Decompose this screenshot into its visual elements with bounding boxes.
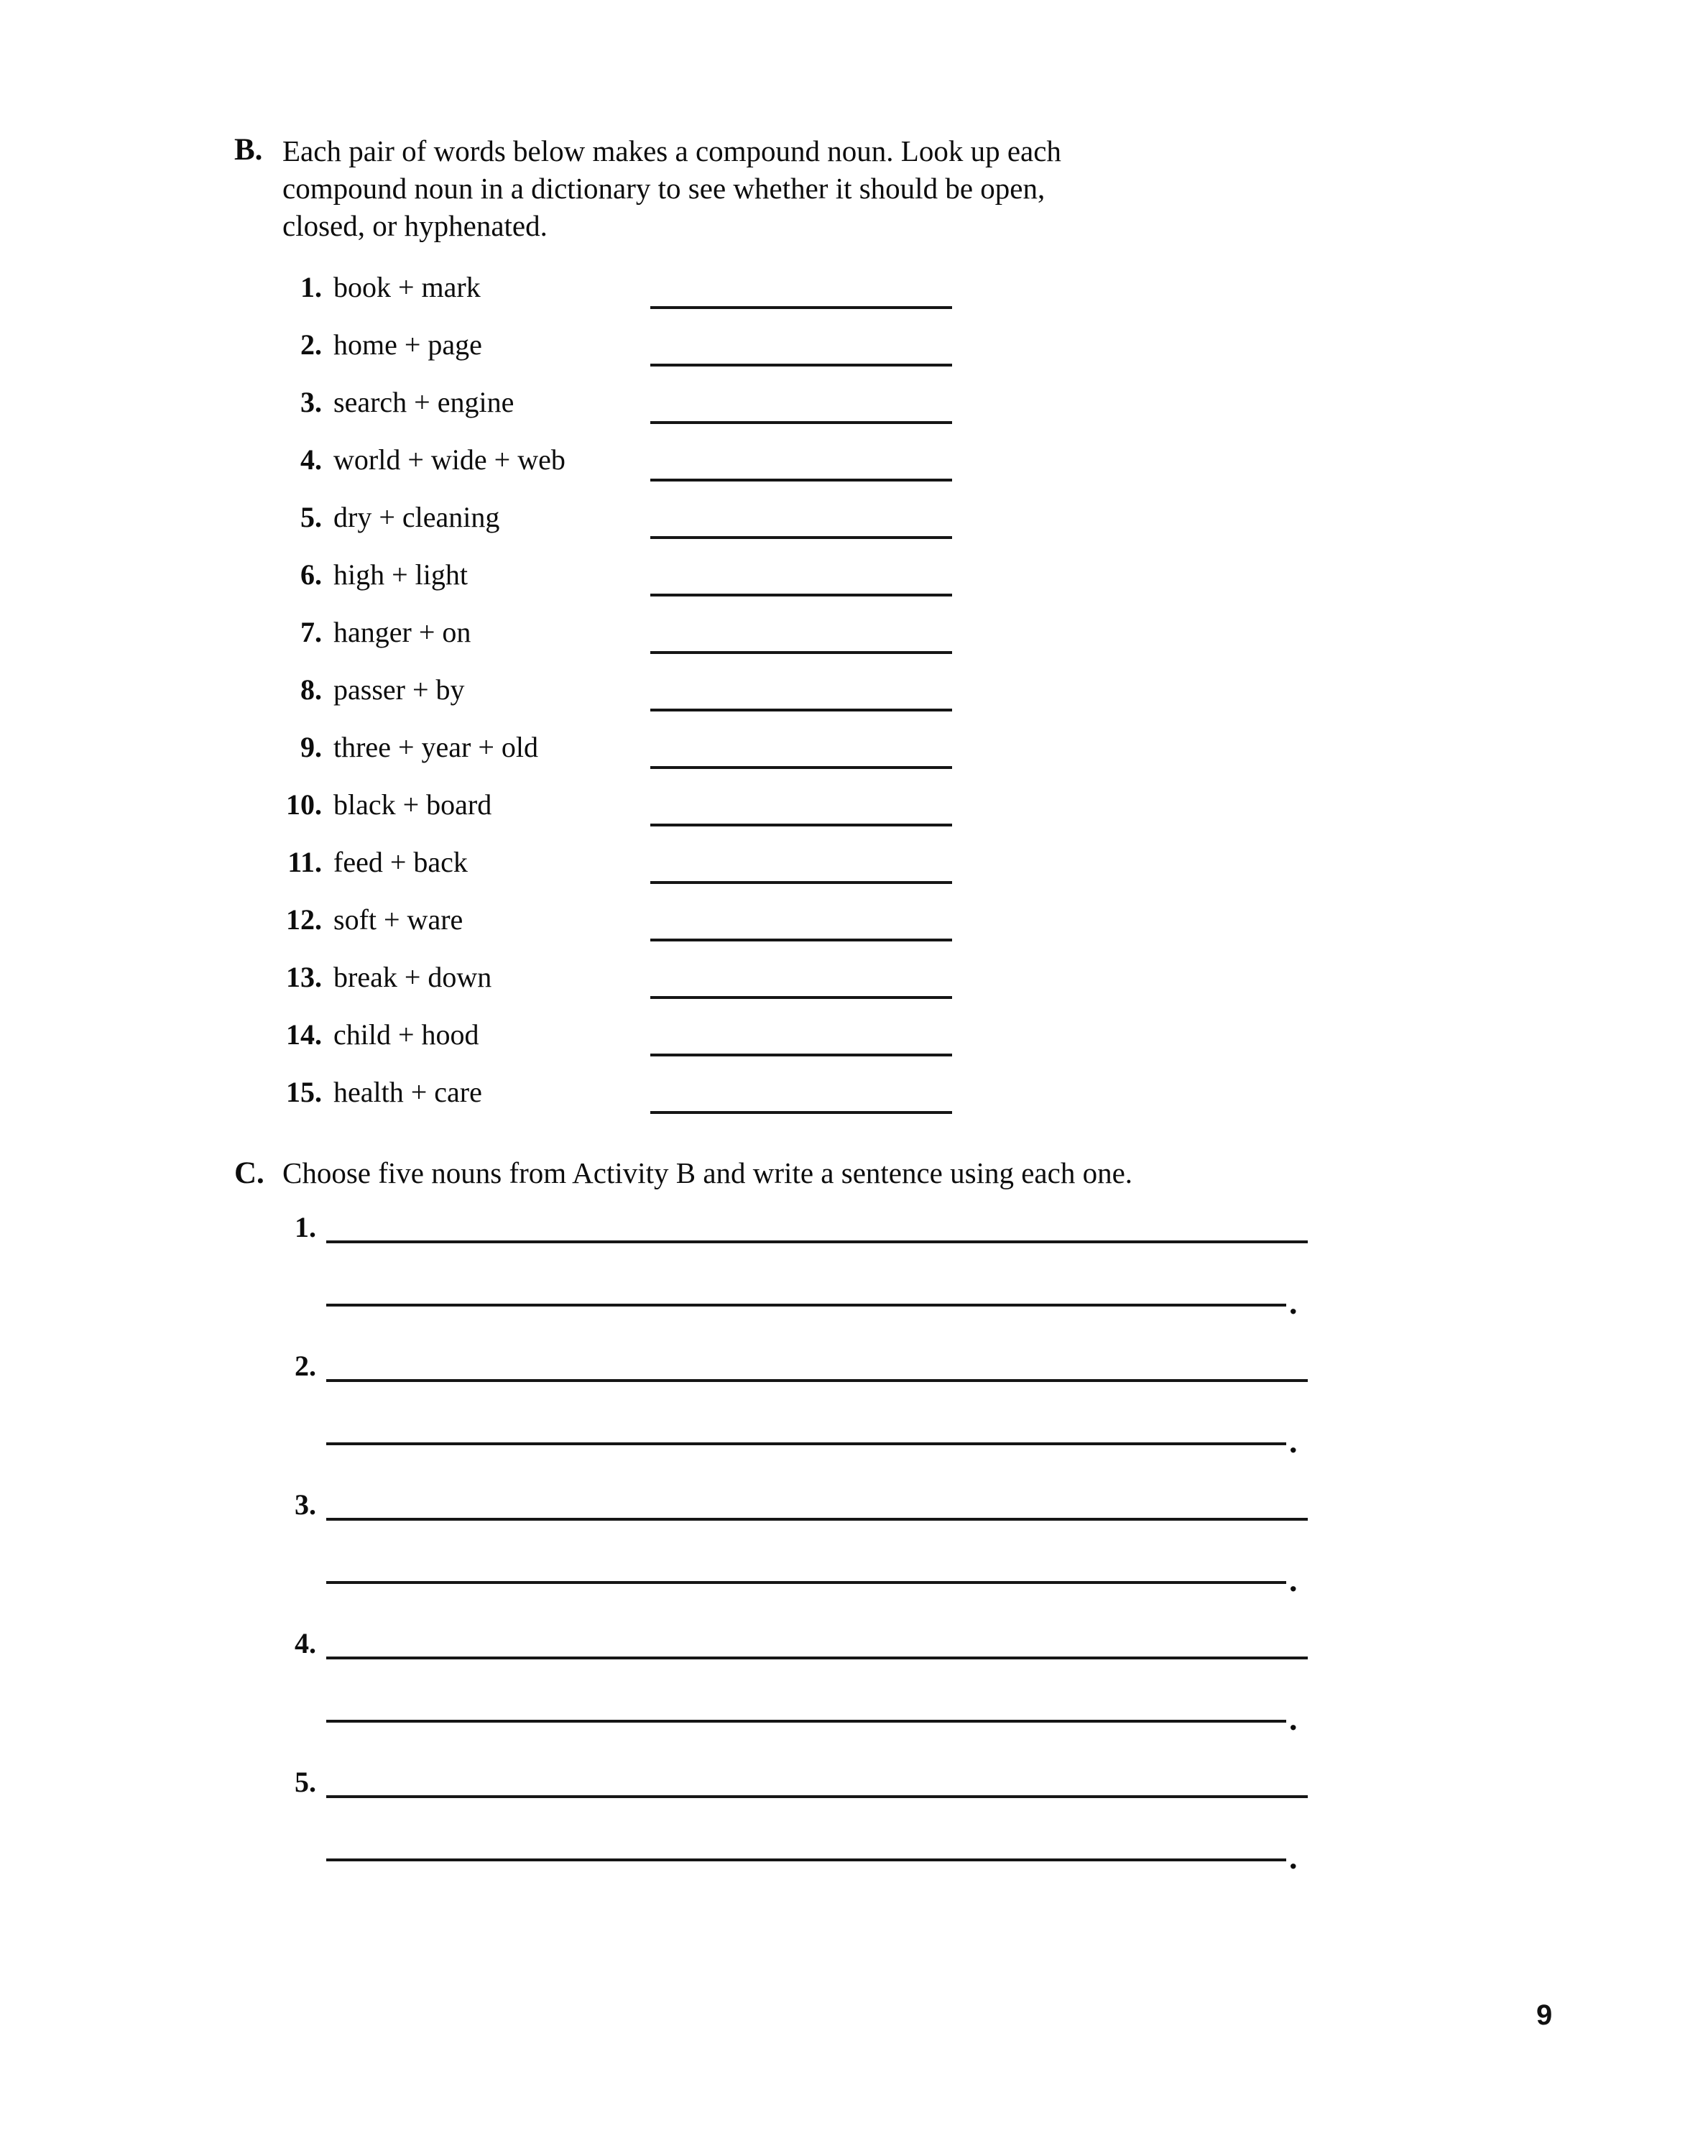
compound-noun-row — [237, 555, 1243, 612]
item-number: 2. — [300, 328, 322, 361]
compound-noun-row — [237, 440, 1243, 497]
answer-blank[interactable] — [650, 1025, 952, 1056]
answer-blank[interactable] — [650, 392, 952, 424]
answer-blank[interactable] — [650, 910, 952, 941]
instruction-line: Each pair of words below makes a compound noun. Look up each — [282, 134, 1061, 167]
item-number: 3. — [295, 1488, 316, 1521]
item-number: 13. — [286, 961, 322, 993]
word-pair: world + wide + web — [333, 443, 566, 476]
end-period: . — [1289, 1562, 1298, 1598]
sentence-line-first[interactable] — [326, 1621, 1308, 1659]
item-number: 3. — [300, 386, 322, 418]
item-number: 2. — [295, 1350, 316, 1382]
item-number: 5. — [295, 1766, 316, 1798]
item-number: 5. — [300, 501, 322, 533]
compound-noun-row — [237, 785, 1243, 842]
word-pair: soft + ware — [333, 903, 463, 936]
compound-noun-row — [237, 1072, 1243, 1130]
word-pair: hanger + on — [333, 616, 471, 648]
word-pair: health + care — [333, 1076, 482, 1108]
sentence-item — [237, 1340, 1459, 1479]
word-pair: child + hood — [333, 1018, 479, 1051]
page-number: 9 — [1536, 1999, 1553, 2031]
item-number: 10. — [286, 788, 322, 821]
word-pair: passer + by — [333, 673, 465, 706]
item-number: 4. — [295, 1627, 316, 1659]
word-pair: book + mark — [333, 271, 481, 303]
word-pair: high + light — [333, 558, 468, 591]
word-pair: feed + back — [333, 846, 468, 878]
item-number: 6. — [300, 558, 322, 591]
compound-noun-row — [237, 1015, 1243, 1072]
item-number: 8. — [300, 673, 322, 706]
activity-c-label: C. — [234, 1156, 264, 1190]
compound-noun-row — [237, 612, 1243, 670]
activity-b-label: B. — [234, 133, 263, 167]
sentence-line-second[interactable] — [326, 1545, 1286, 1584]
answer-blank[interactable] — [650, 967, 952, 999]
item-number: 11. — [287, 846, 322, 878]
item-number: 15. — [286, 1076, 322, 1108]
item-number: 12. — [286, 903, 322, 936]
activity-c-item-list — [237, 1202, 1459, 1895]
sentence-line-first[interactable] — [326, 1759, 1308, 1798]
sentence-line-first[interactable] — [326, 1343, 1308, 1382]
sentence-line-second[interactable] — [326, 1684, 1286, 1723]
compound-noun-row — [237, 727, 1243, 785]
sentence-item — [237, 1202, 1459, 1340]
end-period: . — [1289, 1423, 1298, 1460]
item-number: 1. — [300, 271, 322, 303]
answer-blank[interactable] — [650, 450, 952, 482]
answer-blank[interactable] — [650, 1082, 952, 1114]
answer-blank[interactable] — [650, 565, 952, 596]
item-number: 4. — [300, 443, 322, 476]
end-period: . — [1289, 1284, 1298, 1321]
compound-noun-row — [237, 900, 1243, 957]
answer-blank[interactable] — [650, 737, 952, 769]
word-pair: black + board — [333, 788, 492, 821]
answer-blank[interactable] — [650, 852, 952, 884]
sentence-line-second[interactable] — [326, 1268, 1286, 1307]
compound-noun-row — [237, 957, 1243, 1015]
word-pair: search + engine — [333, 386, 514, 418]
word-pair: break + down — [333, 961, 492, 993]
item-number: 7. — [300, 616, 322, 648]
end-period: . — [1289, 1839, 1298, 1876]
sentence-item — [237, 1618, 1459, 1756]
word-pair: three + year + old — [333, 731, 538, 763]
answer-blank[interactable] — [650, 622, 952, 654]
item-number: 9. — [300, 731, 322, 763]
word-pair: home + page — [333, 328, 482, 361]
answer-blank[interactable] — [650, 335, 952, 367]
compound-noun-row — [237, 497, 1243, 555]
compound-noun-row — [237, 670, 1243, 727]
compound-noun-row — [237, 842, 1243, 900]
item-number: 1. — [295, 1211, 316, 1243]
compound-noun-row — [237, 267, 1243, 325]
end-period: . — [1289, 1700, 1298, 1737]
word-pair: dry + cleaning — [333, 501, 500, 533]
answer-blank[interactable] — [650, 277, 952, 309]
sentence-line-first[interactable] — [326, 1204, 1308, 1243]
compound-noun-row — [237, 325, 1243, 382]
activity-b-instruction — [282, 132, 1202, 244]
compound-noun-row — [237, 382, 1243, 440]
activity-c-instruction: Choose five nouns from Activity B and write a sentence using each one. — [282, 1156, 1133, 1189]
sentence-line-second[interactable] — [326, 1406, 1286, 1445]
answer-blank[interactable] — [650, 507, 952, 539]
answer-blank[interactable] — [650, 795, 952, 826]
sentence-item — [237, 1479, 1459, 1618]
sentence-item — [237, 1756, 1459, 1895]
item-number: 14. — [286, 1018, 322, 1051]
instruction-line: closed, or hyphenated. — [282, 209, 548, 242]
instruction-line: compound noun in a dictionary to see whether it should be open, — [282, 172, 1045, 205]
sentence-line-second[interactable] — [326, 1823, 1286, 1861]
answer-blank[interactable] — [650, 680, 952, 711]
sentence-line-first[interactable] — [326, 1482, 1308, 1521]
activity-b-item-list — [237, 267, 1243, 1130]
